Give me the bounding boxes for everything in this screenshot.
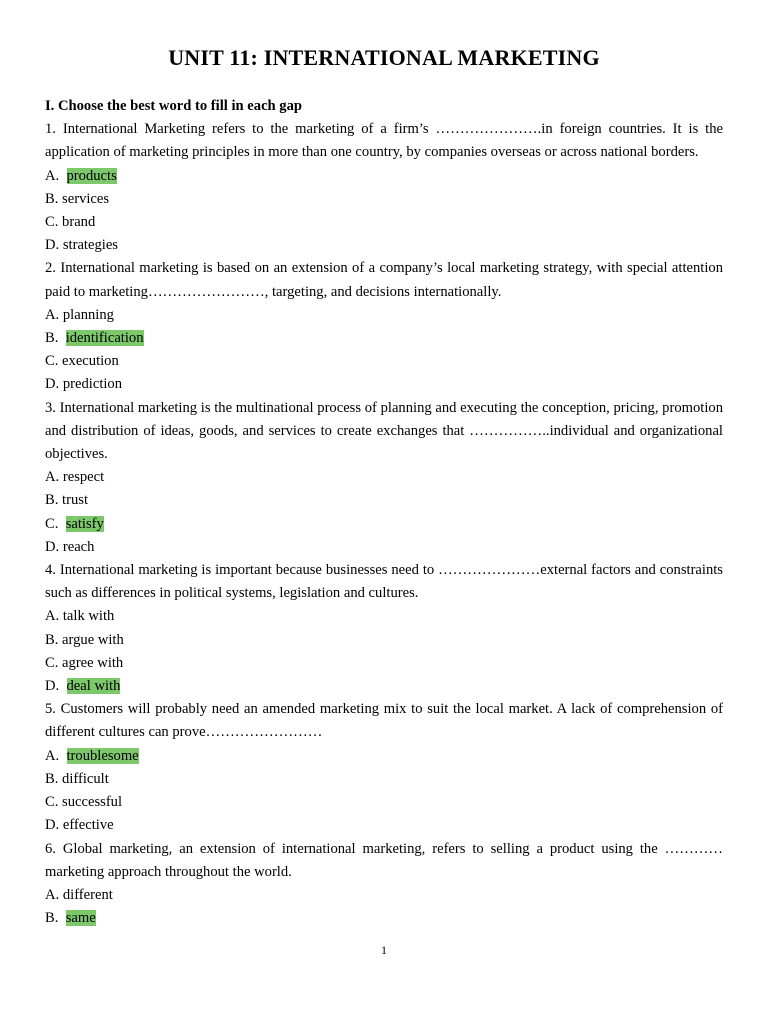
- option-text: services: [62, 190, 110, 207]
- answer-option: [45, 466, 723, 489]
- page-number: 1: [381, 943, 387, 957]
- option-letter: A.: [45, 306, 60, 323]
- highlighted-answer: same: [65, 910, 96, 927]
- answer-option: [45, 327, 723, 350]
- answer-option: [45, 513, 723, 536]
- option-letter: B.: [45, 492, 59, 509]
- answer-option: [45, 489, 723, 512]
- option-letter: D.: [45, 538, 60, 555]
- answer-option: [45, 536, 723, 559]
- option-text: execution: [62, 353, 119, 370]
- option-text: brand: [62, 214, 96, 231]
- option-letter: A.: [45, 747, 60, 764]
- option-letter: B.: [45, 770, 59, 787]
- question-text: 2. International marketing is based on an extension of a company’s local marketing strategy, with special attention paid to marketing……………………, targeting, and decisions internationally.: [45, 260, 723, 300]
- answer-option: [45, 188, 723, 211]
- answer-option: [45, 234, 723, 257]
- question-text: 6. Global marketing, an extension of international marketing, refers to selling a product using the ………… marketing approach throughout the world.: [45, 840, 723, 880]
- option-letter: C.: [45, 654, 59, 671]
- option-letter: D.: [45, 237, 60, 254]
- option-letter: B.: [45, 330, 59, 347]
- answer-option: [45, 350, 723, 373]
- answer-option: [45, 605, 723, 628]
- option-text: reach: [62, 538, 95, 555]
- option-letter: C.: [45, 794, 59, 811]
- option-letter: B.: [45, 910, 59, 927]
- answer-option: [45, 884, 723, 907]
- question-block: [45, 559, 723, 698]
- option-text: effective: [62, 817, 114, 834]
- option-letter: D.: [45, 376, 60, 393]
- highlighted-answer: deal with: [66, 678, 121, 695]
- answer-option: [45, 652, 723, 675]
- question-text: 3. International marketing is the multinational process of planning and executing the conception, pricing, promotion and distribution of ideas, goods, and services to create exchanges that ……………..individual and organizational objectives.: [45, 399, 723, 463]
- question-text: 5. Customers will probably need an amended marketing mix to suit the local market. A lack of comprehension of different cultures can prove……………………: [45, 701, 723, 741]
- option-letter: B.: [45, 631, 59, 648]
- question-text: 4. International marketing is important because businesses need to …………………external factors and constraints such as differences in political systems, legislation and cultures.: [45, 562, 723, 602]
- answer-option: [45, 211, 723, 234]
- highlighted-answer: products: [66, 167, 117, 184]
- option-letter: D.: [45, 817, 60, 834]
- option-letter: C.: [45, 515, 59, 532]
- option-text: prediction: [62, 376, 123, 393]
- answer-option: [45, 768, 723, 791]
- option-letter: B.: [45, 190, 59, 207]
- option-letter: A.: [45, 469, 60, 486]
- option-text: respect: [62, 469, 105, 486]
- highlighted-answer: troublesome: [66, 747, 139, 764]
- highlighted-answer: satisfy: [65, 515, 104, 532]
- answer-option: [45, 791, 723, 814]
- option-text: argue with: [62, 631, 124, 648]
- option-text: talk with: [62, 608, 115, 625]
- option-letter: A.: [45, 886, 60, 903]
- option-letter: C.: [45, 353, 59, 370]
- answer-option: [45, 814, 723, 837]
- answer-option: [45, 373, 723, 396]
- option-letter: D.: [45, 678, 60, 695]
- answer-option: [45, 907, 723, 930]
- option-text: successful: [62, 794, 123, 811]
- option-text: strategies: [62, 237, 118, 254]
- option-text: difficult: [62, 770, 109, 787]
- document-content: [45, 95, 723, 930]
- option-text: planning: [62, 306, 114, 323]
- option-text: different: [62, 886, 113, 903]
- question-text: 1. International Marketing refers to the marketing of a firm’s ………………….in foreign countries. It is the application of marketing principles in more than one country, by companies overseas or across national borders.: [45, 121, 723, 161]
- answer-option: [45, 304, 723, 327]
- option-letter: C.: [45, 214, 59, 231]
- question-block: [45, 838, 723, 931]
- answer-option: [45, 629, 723, 652]
- section-heading: I. Choose the best word to fill in each gap: [45, 98, 303, 114]
- answer-option: [45, 675, 723, 698]
- option-letter: A.: [45, 608, 60, 625]
- question-block: [45, 118, 723, 257]
- question-list: [45, 118, 723, 930]
- answer-option: [45, 165, 723, 188]
- highlighted-answer: identification: [65, 330, 144, 347]
- question-block: [45, 397, 723, 559]
- option-text: agree with: [62, 654, 124, 671]
- document-title: UNIT 11: INTERNATIONAL MARKETING: [168, 45, 600, 70]
- question-block: [45, 698, 723, 837]
- option-text: trust: [62, 492, 88, 509]
- option-letter: A.: [45, 167, 60, 184]
- answer-option: [45, 745, 723, 768]
- question-block: [45, 257, 723, 396]
